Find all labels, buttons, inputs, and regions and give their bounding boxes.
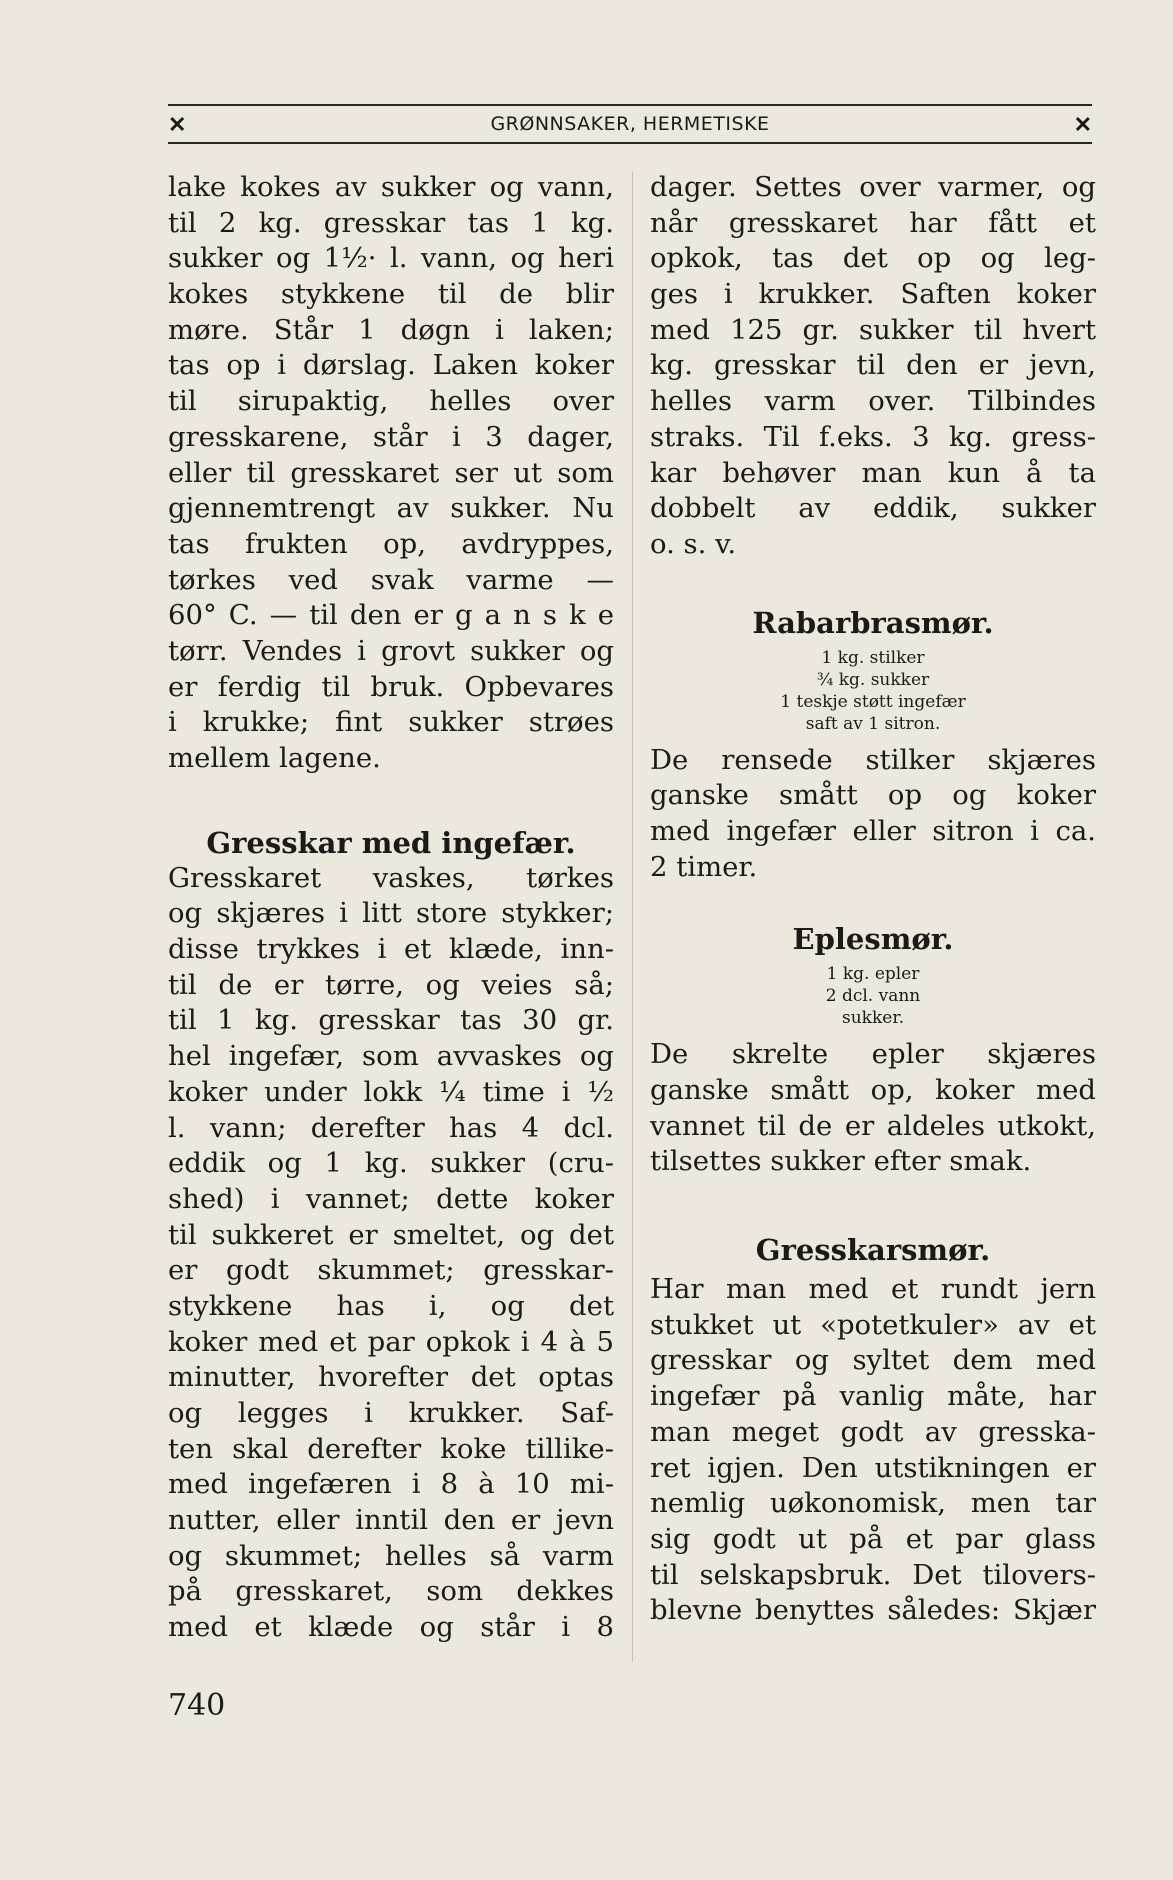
text-line: ganske smått op, koker med (650, 1074, 1096, 1106)
text-line: møre. Står 1 døgn i laken; (168, 313, 614, 346)
text-line: l. vann; derefter has 4 dcl. (168, 1111, 614, 1144)
text-line: hel ingefær, som avvaskes og (168, 1040, 614, 1073)
text-line: kokes stykkene til de blir (168, 278, 614, 311)
text-line: gresskar og syltet dem med (650, 1344, 1096, 1377)
recipe-gresskarsmor (650, 1232, 1096, 1629)
text-line: tørkes ved svak varme — (168, 563, 614, 596)
text-line: tørr. Vendes i grovt sukker og (168, 634, 614, 667)
text-line: er godt skummet; gresskar- (168, 1254, 614, 1287)
text-line: eddik og 1 kg. sukker (cru- (168, 1147, 614, 1180)
page-number: 740 (168, 1688, 226, 1723)
recipe-eplesmor (650, 921, 1096, 1180)
text-line: dager. Settes over varmer, og (650, 171, 1096, 203)
recipe-gresskar-med-ingefaer (168, 825, 614, 1646)
ingredient: 1 kg. stilker (821, 647, 925, 668)
text-line: kg. gresskar til den er jevn, (650, 349, 1096, 382)
ingredient-list (650, 963, 1096, 1029)
text-line: ten skal derefter koke tillike- (168, 1432, 614, 1465)
recipe-heading: Eplesmør. (792, 922, 954, 957)
text-line: dobbelt av eddik, sukker (650, 492, 1096, 525)
text-line: gjennemtrengt av sukker. Nu (168, 492, 614, 525)
text-line: med 125 gr. sukker til hvert (650, 313, 1096, 346)
ingredient: 2 dcl. vann (825, 986, 921, 1007)
text-line: shed) i vannet; dette koker (168, 1182, 614, 1215)
header-ornament-right: ✕ (1073, 112, 1092, 138)
text-line: blevne benyttes således: Skjær (650, 1594, 1096, 1627)
ingredient-list (650, 647, 1096, 735)
text-line: sukker og 1½· l. vann, og heri (168, 242, 614, 275)
text-line: straks. Til f.eks. 3 kg. gress- (650, 420, 1096, 453)
ingredient: 1 teskje støtt ingefær (780, 691, 966, 712)
text-line: ges i krukker. Saften koker (650, 278, 1096, 311)
text-line: til sukkeret er smeltet, og det (168, 1218, 614, 1251)
header-ornament-left: ✕ (168, 112, 187, 138)
text-line: til selskapsbruk. Det tilovers- (650, 1558, 1096, 1591)
text-line: og skummet; helles så varm (168, 1539, 614, 1572)
text-line: De rensede stilker skjæres (650, 743, 1096, 776)
ingredient: saft av 1 sitron. (805, 713, 941, 734)
text-line: opkok, tas det op og leg- (650, 242, 1096, 275)
recipe-heading: Rabarbrasmør. (752, 605, 994, 640)
text-line: 60° C. — til den er g a n s k e (168, 599, 614, 632)
running-header (168, 104, 1092, 144)
text-line: koker med et par opkok i 4 à 5 (168, 1325, 614, 1358)
text-line: på gresskaret, som dekkes (168, 1575, 614, 1608)
left-column (168, 170, 614, 1646)
text-line: disse trykkes i et klæde, inn- (168, 933, 614, 966)
left-continuation-text (168, 170, 614, 777)
recipe-rabarbrasmor (650, 605, 1096, 886)
text-line: stykkene has i, og det (168, 1289, 614, 1322)
text-line: med et klæde og står i 8 (168, 1611, 614, 1644)
text-line: sig godt ut på et par glass (650, 1522, 1096, 1555)
text-line: kar behøver man kun å ta (650, 456, 1096, 489)
text-line: stukket ut «potetkuler» av et (650, 1308, 1096, 1341)
text-line: med ingefæren i 8 à 10 mi- (168, 1468, 614, 1501)
text-line: tas frukten op, avdryppes, (168, 527, 614, 560)
ingredient: sukker. (842, 1008, 904, 1029)
text-line: og skjæres i litt store stykker; (168, 897, 614, 930)
text-line: Gresskaret vaskes, tørkes (168, 861, 614, 894)
text-line: koker under lokk ¼ time i ½ (168, 1075, 614, 1108)
column-divider (632, 172, 633, 1662)
text-line: tas op i dørslag. Laken koker (168, 349, 614, 382)
text-line: lake kokes av sukker og vann, (168, 171, 614, 203)
right-column (650, 170, 1096, 1629)
running-title: GRØNNSAKER, HERMETISKE (490, 113, 770, 135)
text-line: ret igjen. Den utstikningen er (650, 1451, 1096, 1484)
text-line: 2 timer. (650, 850, 758, 883)
text-line: o. s. v. (650, 527, 737, 560)
text-line: vannet til de er aldeles utkokt, (650, 1109, 1096, 1142)
text-line: til de er tørre, og veies så; (168, 968, 614, 1001)
text-line: ganske smått op og koker (650, 779, 1096, 812)
text-line: De skrelte epler skjæres (650, 1038, 1096, 1071)
recipe-heading: Gresskarsmør. (755, 1233, 991, 1268)
text-line: tilsettes sukker efter smak. (650, 1145, 1032, 1178)
text-line: minutter, hvorefter det optas (168, 1361, 614, 1394)
text-line: nemlig uøkonomisk, men tar (650, 1487, 1096, 1520)
text-line: eller til gresskaret ser ut som (168, 456, 614, 489)
text-line: ingefær på vanlig måte, har (650, 1380, 1096, 1413)
text-line: gresskarene, står i 3 dager, (168, 420, 614, 453)
text-line: er ferdig til bruk. Opbevares (168, 670, 614, 703)
text-line: til 2 kg. gresskar tas 1 kg. (168, 206, 614, 239)
text-line: Har man med et rundt jern (650, 1273, 1096, 1306)
recipe-heading: Gresskar med ingefær. (206, 825, 576, 860)
text-line: til 1 kg. gresskar tas 30 gr. (168, 1004, 614, 1037)
text-line: mellem lagene. (168, 742, 381, 774)
text-line: med ingefær eller sitron i ca. (650, 814, 1096, 847)
text-line: helles varm over. Tilbindes (650, 385, 1096, 418)
text-line: i krukke; fint sukker strøes (168, 706, 614, 739)
text-line: til sirupaktig, helles over (168, 385, 614, 418)
ingredient: 1 kg. epler (826, 964, 920, 985)
text-line: nutter, eller inntil den er jevn (168, 1504, 614, 1537)
text-line: og legges i krukker. Saf- (168, 1397, 614, 1429)
text-line: når gresskaret har fått et (650, 206, 1096, 239)
right-continuation-text (650, 170, 1096, 563)
text-line: man meget godt av gresska- (650, 1415, 1096, 1448)
ingredient: ¾ kg. sukker (816, 669, 930, 690)
